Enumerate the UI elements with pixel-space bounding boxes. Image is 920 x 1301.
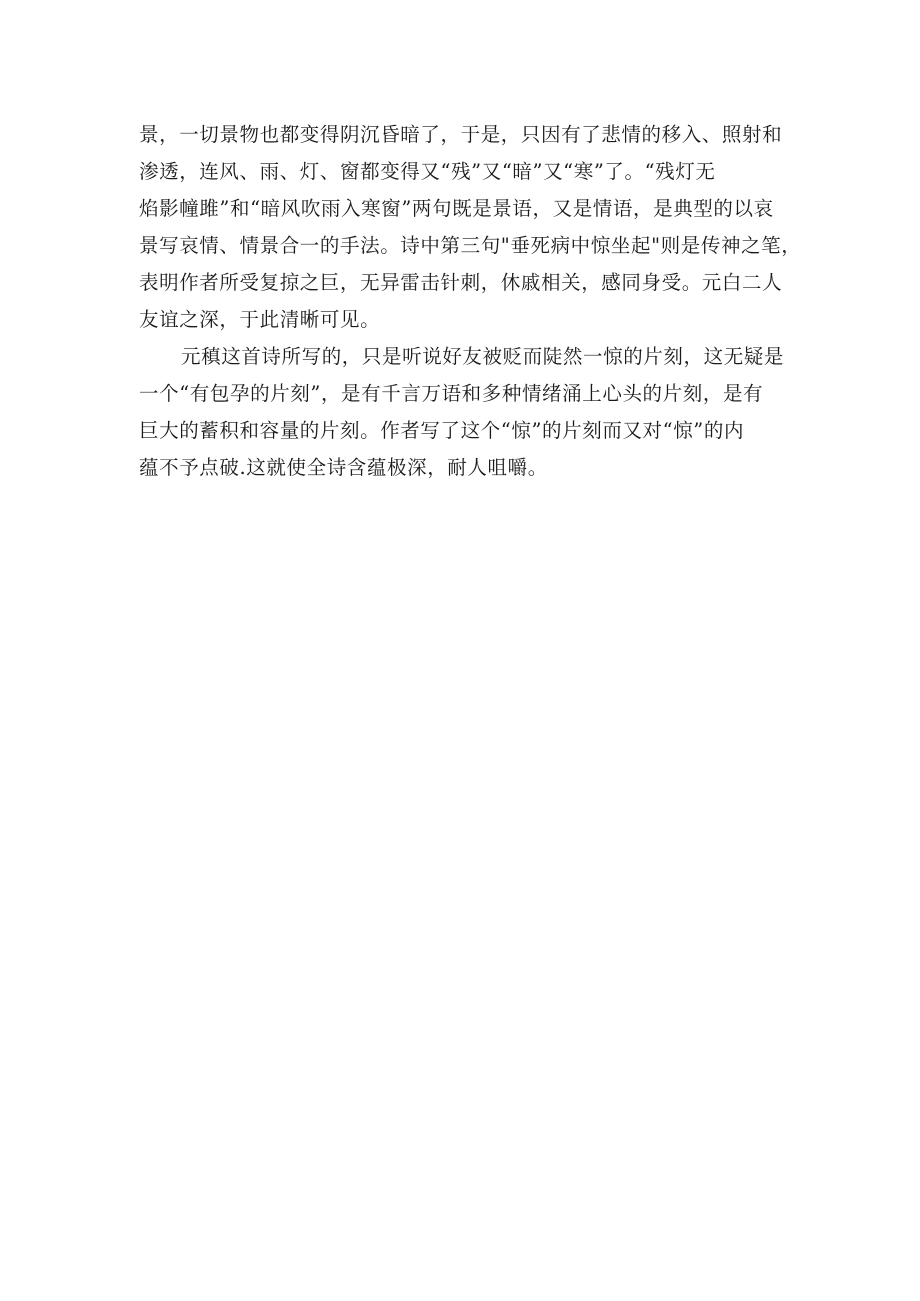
- paragraph-line: 表明作者所受复掠之巨，无异雷击针刺，休戚相关，感同身受。元白二人: [139, 271, 783, 294]
- paragraph-line: 景写哀情、情景合一的手法。诗中第三句"垂死病中惊坐起"则是传神之笔，: [139, 234, 802, 257]
- paragraph-line: 一个“有包孕的片刻”，是有千言万语和多种情绪涌上心头的片刻，是有: [139, 382, 764, 405]
- paragraph-1: [139, 116, 802, 338]
- paragraph-2: [139, 338, 784, 486]
- paragraph-line: 友谊之深，于此清晰可见。: [139, 308, 381, 331]
- paragraph-line: 渗透，连风、雨、灯、窗都变得又“残”又“暗”又“寒”了。“残灯无: [139, 160, 716, 183]
- paragraph-line: 焰影幢雎”和“暗风吹雨入寒窗”两句既是景语，又是情语，是典型的以哀: [139, 197, 774, 220]
- body-text: [139, 116, 802, 486]
- paragraph-line: 蕴不予点破.这就使全诗含蕴极深，耐人咀嚼。: [139, 456, 548, 479]
- paragraph-line: 巨大的蓄积和容量的片刻。作者写了这个“惊”的片刻而又对“惊”的内: [139, 419, 745, 442]
- paragraph-line: 元稹这首诗所写的，只是听说好友被贬而陡然一惊的片刻，这无疑是: [181, 345, 785, 368]
- paragraph-line: 景，一切景物也都变得阴沉昏暗了，于是，只因有了悲情的移入、照射和: [139, 123, 783, 146]
